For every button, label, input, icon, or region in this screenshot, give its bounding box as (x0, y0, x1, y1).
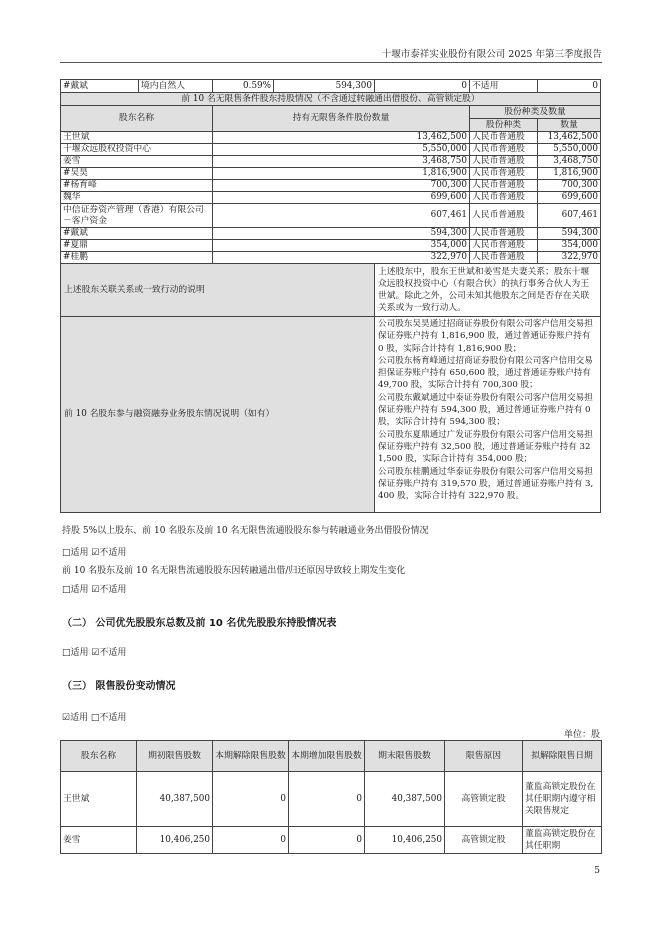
table-row (61, 192, 601, 204)
section-2-title: （二） 公司优先股股东总数及前 10 名优先股股东持股情况表 (62, 618, 337, 629)
cell-name: #杨育峰 (61, 180, 213, 192)
cell-count: 607,461 (538, 204, 601, 228)
cell-type: 人民币普通股 (470, 144, 538, 156)
cell-reason: 高管锁定股 (445, 772, 523, 827)
header-cell: 限售原因 (445, 741, 523, 772)
cell-type: 人民币普通股 (470, 240, 538, 252)
cell-count: 5,550,000 (538, 144, 601, 156)
table-row (61, 252, 601, 264)
cell-begin: 10,406,250 (137, 827, 213, 854)
header-cell: 本期解除限售股数 (213, 741, 289, 772)
header-type: 股份种类 (470, 119, 538, 132)
cell-type: 人民币普通股 (470, 192, 538, 204)
cell-released: 0 (213, 772, 289, 827)
cell-begin: 40,387,500 (137, 772, 213, 827)
cell-type: 人民币普通股 (470, 228, 538, 240)
finance-line: 公司股东吴昊通过招商证券股份有限公司客户信用交易担保证券账户持有 1,816,900 股，通过普通证券账户持有 0 股，实际合计持有 1,816,900 股； (378, 319, 593, 354)
cell-name: 姜雪 (61, 827, 137, 854)
table-row (61, 144, 601, 156)
cell-added: 0 (289, 827, 365, 854)
cell-count: 13,462,500 (538, 132, 601, 144)
cell-added: 0 (289, 772, 365, 827)
cell-qty: 1,816,900 (213, 168, 470, 180)
header-name: 股东名称 (61, 106, 213, 132)
cell-restricted: 0 (375, 80, 470, 93)
header-cell: 拟解除限售日期 (523, 741, 602, 772)
cell-name: 姜雪 (61, 156, 213, 168)
cell-qty: 3,468,750 (213, 156, 470, 168)
unit-label: 单位：股 (563, 730, 600, 740)
cell-qty: 354,000 (213, 240, 470, 252)
cell-end: 10,406,250 (365, 827, 445, 854)
header-count: 数量 (538, 119, 601, 132)
cell-name: 王世斌 (61, 772, 137, 827)
header-type-group: 股份种类及数量 (470, 106, 601, 119)
cell-qty: 700,300 (213, 180, 470, 192)
lending-option: □适用 ☑不适用 (62, 548, 127, 558)
header-title: 十堰市泰祥实业股份有限公司 2025 年第三季度报告 (381, 49, 602, 60)
cell-name: 王世斌 (61, 132, 213, 144)
section-3-title: （三） 限售股份变动情况 (62, 681, 176, 692)
restricted-shares-table (60, 740, 602, 854)
cell-type: 人民币普通股 (470, 156, 538, 168)
cell-pledge-qty: 0 (538, 80, 601, 93)
change-note: 前 10 名股东及前 10 名无限售流通股股东因转融通出借/归还原因导致较上期发生变化 (62, 566, 406, 576)
cell-name: #吴昊 (61, 168, 213, 180)
cell-count: 3,468,750 (538, 156, 601, 168)
cell-end: 40,387,500 (365, 772, 445, 827)
cell-count: 322,970 (538, 252, 601, 264)
change-option: □适用 ☑不适用 (62, 585, 127, 595)
finance-label: 前 10 名股东参与融资融券业务股东情况说明（如有） (61, 317, 375, 513)
cell-name: 十堰众远股权投资中心 (61, 144, 213, 156)
cell-type: 人民币普通股 (470, 132, 538, 144)
table-row (61, 80, 601, 93)
cell-count: 1,816,900 (538, 168, 601, 180)
header-cell: 股东名称 (61, 741, 137, 772)
cell-name: #夏鼎 (61, 240, 213, 252)
header-cell: 期初限售股数 (137, 741, 213, 772)
table-row (61, 156, 601, 168)
cell-shares: 594,300 (274, 80, 375, 93)
table-row (61, 827, 602, 854)
cell-name: #桂鹏 (61, 252, 213, 264)
section-2-option: □适用 ☑不适用 (62, 648, 127, 658)
table-row (61, 204, 601, 228)
cell-qty: 322,970 (213, 252, 470, 264)
cell-type: 人民币普通股 (470, 204, 538, 228)
cell-type: 人民币普通股 (470, 252, 538, 264)
cell-qty: 13,462,500 (213, 132, 470, 144)
lending-note: 持股 5%以上股东、前 10 名股东及前 10 名无限售流通股股东参与转融通业务出借股份情况 (62, 526, 429, 536)
relation-text: 上述股东中，股东王世斌和姜雪是夫妻关系；股东十堰众远股权投资中心（有限合伙）的执行事务合伙人为王世斌。除此之外，公司未知其他股东之间是否存在关联关系或为一致行动人。 (375, 264, 601, 317)
cell-count: 594,300 (538, 228, 601, 240)
cell-qty: 5,550,000 (213, 144, 470, 156)
cell-count: 354,000 (538, 240, 601, 252)
cell-date: 董监高锁定股份在其任职期 (523, 827, 602, 854)
cell-reason: 高管锁定股 (445, 827, 523, 854)
cell-type: 人民币普通股 (470, 180, 538, 192)
cell-name: 中信证券资产管理（香港）有限公司－客户资金 (61, 204, 213, 228)
table-row (61, 132, 601, 144)
finance-line: 公司股东桂鹏通过华泰证券股份有限公司客户信用交易担保证券账户持有 319,570 股，通过普通证券账户持有 3,400 股，实际合计持有 322,970 股。 (378, 466, 594, 502)
table-row (61, 772, 602, 827)
table-title: 前 10 名无限售条件股东持股情况（不含通过转融通出借股份、高管锁定股） (61, 93, 601, 106)
table-row (61, 228, 601, 240)
cell-qty: 699,600 (213, 192, 470, 204)
cell-name: #戴斌 (61, 228, 213, 240)
table-row (61, 240, 601, 252)
page-number: 5 (594, 866, 600, 876)
finance-line: 公司股东夏鼎通过广发证券股份有限公司客户信用交易担保证券账户持有 32,500 股，通过普通证券账户持有 321,500 股，实际合计持有 354,000 股； (378, 429, 593, 465)
cell-qty: 594,300 (213, 228, 470, 240)
table-row (61, 180, 601, 192)
finance-line: 公司股东杨育峰通过招商证券股份有限公司客户信用交易担保证券账户持有 650,600 股，通过普通证券账户持有 49,700 股，实际合计持有 700,300 股； (378, 355, 593, 391)
cell-count: 700,300 (538, 180, 601, 192)
cell-qty: 607,461 (213, 204, 470, 228)
cell-pledge-status: 不适用 (470, 80, 538, 93)
header-qty: 持有无限售条件股份数量 (213, 106, 470, 132)
cell-released: 0 (213, 827, 289, 854)
cell-type: 人民币普通股 (470, 168, 538, 180)
cell-name: #戴斌 (61, 80, 139, 93)
header-cell: 本期增加限售股数 (289, 741, 365, 772)
cell-nature: 境内自然人 (139, 80, 213, 93)
cell-name: 魏华 (61, 192, 213, 204)
cell-ratio: 0.59% (213, 80, 274, 93)
relation-label: 上述股东关联关系或一致行动的说明 (61, 264, 375, 317)
section-3-option: ☑适用 □不适用 (62, 713, 127, 723)
page-header (60, 44, 602, 63)
finance-line: 公司股东戴斌通过中泰证券股份有限公司客户信用交易担保证券账户持有 594,300 股，通过普通证券账户持有 0 股，实际合计持有 594,300 股； (378, 392, 593, 428)
table-row (61, 168, 601, 180)
unrestricted-shareholders-table (60, 79, 601, 513)
finance-text (375, 317, 601, 513)
cell-count: 699,600 (538, 192, 601, 204)
cell-date: 董监高锁定股份在其任职期内遵守相关限售规定 (523, 772, 602, 827)
header-cell: 期末限售股数 (365, 741, 445, 772)
